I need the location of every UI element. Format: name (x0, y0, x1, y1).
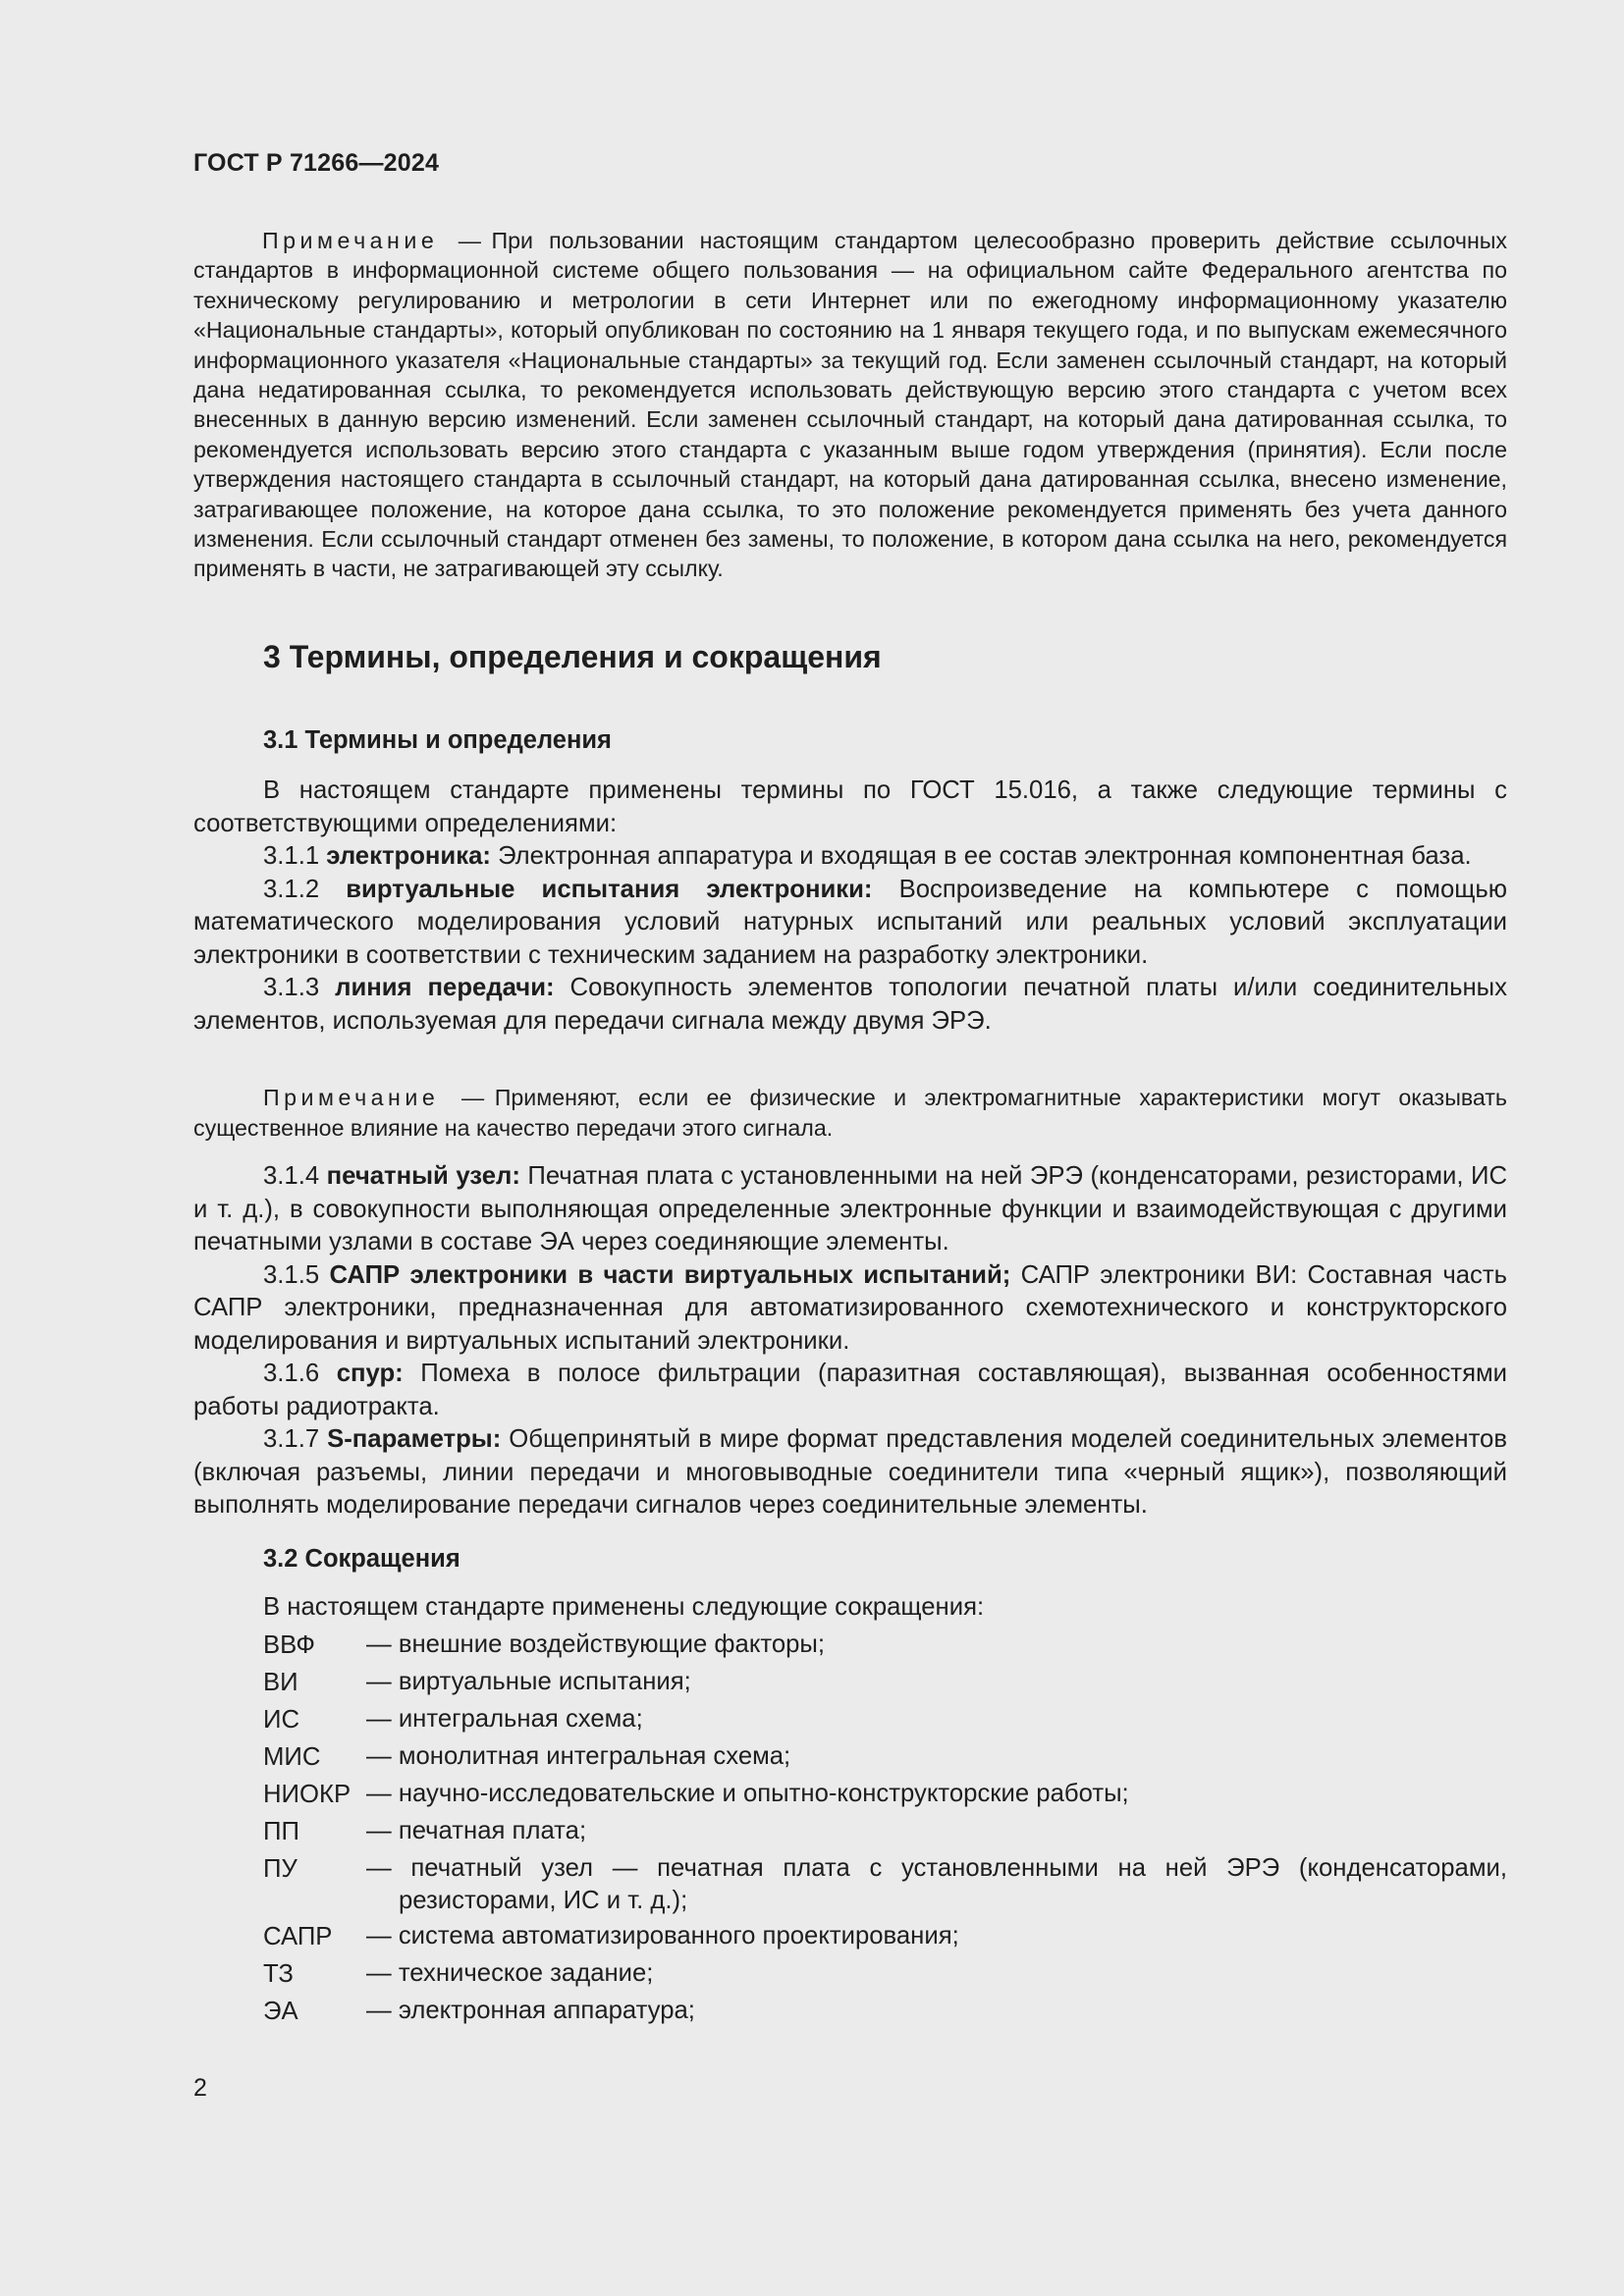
abbreviation-row (263, 1920, 1507, 1955)
abbreviation-definition: — интегральная схема; (366, 1705, 643, 1733)
term-number: 3.1.6 (263, 1360, 320, 1387)
abbreviation-definition: — научно-исследовательские и опытно-конструкторские работы; (366, 1780, 1129, 1807)
abbreviation-row (263, 1666, 1507, 1701)
term-number: 3.1.3 (263, 974, 320, 1001)
term-definition: Воспроизведение на компьютере с помощью математического моделирования условий натурных испытаний или реальных условий эксплуатации электроники в соответствии с техническим заданием на разработку электроники. (193, 875, 1508, 969)
abbreviation-definition: — техническое задание; (366, 1958, 654, 1987)
terms-intro: В настоящем стандарте применены термины по ГОСТ 15.016, а также следующие термины с соответствующими определениями: (193, 776, 1507, 837)
abbreviation-row (263, 1957, 1507, 1993)
reference-note (193, 226, 1507, 584)
term-entry (193, 1358, 1507, 1423)
subsection-title-terms: 3.1 Термины и определения (263, 726, 612, 754)
abbreviation-code: ТЗ (263, 1959, 294, 1988)
term-number: 3.1.1 (263, 842, 320, 870)
term-number: 3.1.7 (263, 1425, 320, 1453)
term-definition: Электронная аппаратура и входящая в ее состав электронная компонентная база. (498, 842, 1472, 870)
term-name: S-параметры: (327, 1425, 502, 1453)
term-definition: Общепринятый в мире формат представления моделей соединительных элементов (включая разъемы, линии передачи и многовыводные соединители типа «черный ящик»), позволяющий выполнять моделирование передачи сигналов через соединительные элементы. (193, 1425, 1507, 1519)
abbreviation-code: ПУ (263, 1855, 298, 1883)
note-text: Применяют, если ее физические и электромагнитные характеристики могут оказывать существенное влияние на качество передачи этого сигнала. (193, 1085, 1508, 1141)
term-name: линия передачи: (335, 974, 555, 1001)
term-entry (193, 874, 1507, 973)
page-number: 2 (193, 2074, 207, 2102)
abbreviation-row (263, 1778, 1507, 1813)
abbreviation-code: ВВФ (263, 1631, 315, 1659)
abbreviation-definition: — печатная плата; (366, 1817, 587, 1844)
term-entry (193, 840, 1507, 874)
abbreviation-definition: — электронная аппаратура; (366, 1996, 695, 2024)
term-number: 3.1.5 (263, 1260, 320, 1289)
subsection-title-abbreviations: 3.2 Сокращения (263, 1545, 460, 1573)
term-entry (193, 1259, 1507, 1359)
abbreviation-code: ПП (263, 1818, 299, 1845)
abbreviation-row (263, 1703, 1507, 1738)
term-number: 3.1.2 (263, 875, 320, 903)
term-entry (193, 972, 1507, 1038)
term-name: САПР электроники в части виртуальных испытаний; (329, 1260, 1011, 1289)
term-number: 3.1.4 (263, 1162, 320, 1190)
abbreviation-row (263, 1740, 1507, 1776)
term-definition: САПР электроники ВИ: Составная часть САПР электроники, предназначенная для автоматизированного схемотехнического и конструкторского моделирования и виртуальных испытаний электроники. (193, 1260, 1508, 1355)
abbreviation-code: НИОКР (263, 1781, 352, 1808)
terms-block-a (193, 774, 1507, 1038)
term-entry (193, 1160, 1507, 1259)
abbreviation-code: ВИ (263, 1669, 298, 1696)
term-note (193, 1083, 1507, 1144)
abbreviation-row (263, 1629, 1507, 1664)
terms-block-b (193, 1160, 1507, 1522)
term-entry (193, 1423, 1507, 1522)
abbreviation-row (263, 1995, 1507, 2030)
abbreviation-definition: — виртуальные испытания; (366, 1668, 691, 1695)
term-name: спур: (336, 1360, 404, 1387)
abbreviation-code: ИС (263, 1706, 300, 1734)
abbreviation-row (263, 1815, 1507, 1850)
abbreviations-intro: В настоящем стандарте применены следующие сокращения: (263, 1593, 985, 1621)
term-definition: Совокупность элементов топологии печатной платы и/или соединительных элементов, используемая для передачи сигнала между двумя ЭРЭ. (193, 974, 1507, 1035)
term-name: виртуальные испытания электроники: (346, 875, 873, 903)
abbreviation-definition: — внешние воздействующие факторы; (366, 1630, 826, 1658)
abbreviation-code: МИС (263, 1743, 321, 1771)
term-name: электроника: (326, 842, 491, 870)
abbreviation-definition: — система автоматизированного проектирования; (366, 1921, 959, 1949)
abbreviation-definition: — печатный узел — печатная плата с установленными на ней ЭРЭ (конденсаторами, резисторами, ИС и т. д.); (366, 1854, 1507, 1914)
abbreviation-code: САПР (263, 1922, 333, 1950)
document-header: ГОСТ Р 71266—2024 (193, 149, 440, 177)
abbreviation-row (263, 1852, 1507, 1917)
term-definition: Помеха в полосе фильтрации (паразитная составляющая), вызванная особенностями работы радиотракта. (193, 1360, 1507, 1420)
term-definition: Печатная плата с установленными на ней ЭРЭ (конденсаторами, резисторами, ИС и т. д.), в совокупности выполняющая определенные электронные функции и взаимодействующая с другими печатными узлами в составе ЭА через соединяющие элементы. (193, 1162, 1508, 1255)
abbreviation-list (263, 1629, 1507, 2029)
abbreviation-definition: — монолитная интегральная схема; (366, 1742, 791, 1770)
abbreviation-code: ЭА (263, 1997, 298, 2025)
note-label: Примечание — (263, 1085, 489, 1110)
note-label: Примечание — (262, 228, 486, 253)
term-name: печатный узел: (326, 1162, 520, 1190)
note-text: При пользовании настоящим стандартом целесообразно проверить действие ссылочных стандартов в информационной системе общего пользования — на официальном сайте Федерального агентства по техническому регулированию и метрологии в сети Интернет или по ежегодному информационному указателю «Национальные стандарты», который опубликован по состоянию на 1 января текущего года, и по выпускам ежемесячного информационного указателя «Национальные стандарты» за текущий год. Если заменен ссылочный стандарт, на который дана недатированная ссылка, то рекомендуется использовать действующую версию этого стандарта с учетом всех внесенных в данную версию изменений. Если заменен ссылочный стандарт, на который дана датированная ссылка, то рекомендуется использовать версию этого стандарта с указанным выше годом утверждения (принятия). Если после утверждения настоящего стандарта в ссылочный стандарт, на который дана датированная ссылка, внесено изменение, затрагивающее положение, на которое дана ссылка, то это положение рекомендуется применять без учета данного изменения. Если ссылочный стандарт отменен без замены, то положение, в котором дана ссылка на него, рекомендуется применять в части, не затрагивающей эту ссылку. (193, 228, 1508, 582)
section-title: 3 Термины, определения и сокращения (263, 639, 882, 674)
